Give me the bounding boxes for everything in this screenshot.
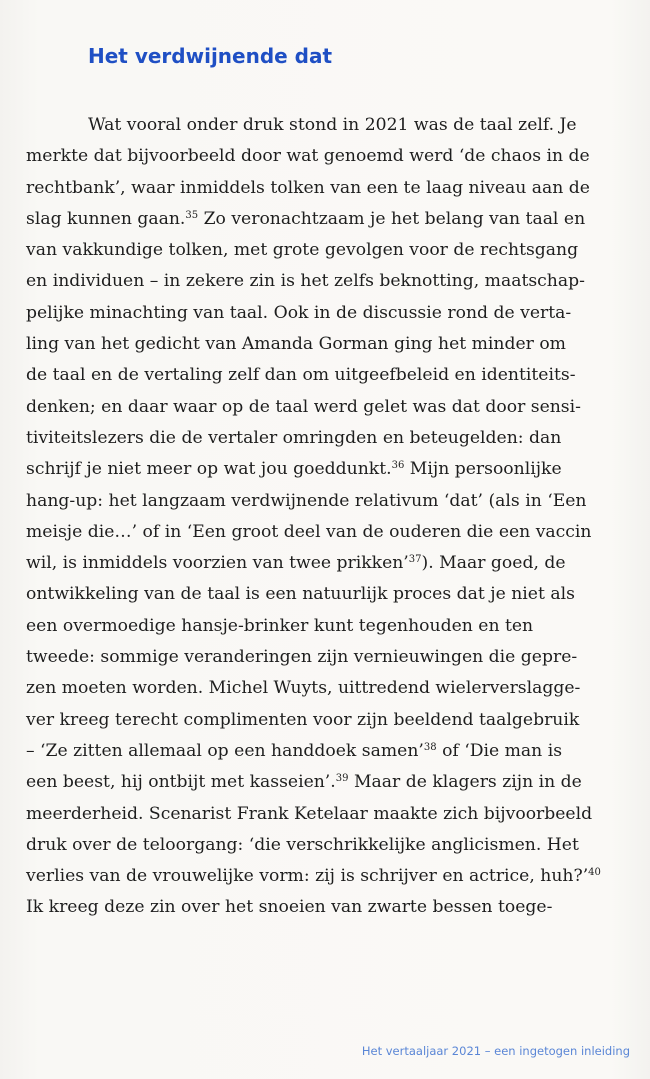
text-segment: druk over de teloorgang: ‘die verschrikkelijke anglicismen. Het	[26, 834, 579, 855]
footnote-marker: 35	[185, 209, 199, 221]
text-line	[26, 517, 630, 548]
footnote-marker: 36	[391, 460, 405, 472]
text-segment: pelijke minachting van taal. Ook in de discussie rond de verta-	[26, 302, 572, 323]
text-line	[26, 736, 630, 767]
text-line	[26, 892, 630, 923]
text-line	[26, 486, 630, 517]
text-segment: Ik kreeg deze zin over het snoeien van zwarte bessen toege-	[26, 897, 553, 918]
text-segment: slag kunnen gaan.	[26, 208, 186, 229]
text-line	[26, 423, 630, 454]
text-segment: en individuen – in zekere zin is het zelfs beknotting, maatschap-	[26, 271, 585, 292]
text-segment: meerderheid. Scenarist Frank Ketelaar maakte zich bijvoorbeeld	[26, 803, 593, 824]
text-segment: Zo veronachtzaam je het belang van taal en	[198, 208, 586, 229]
text-segment: Maar de klagers zijn in de	[348, 772, 582, 793]
text-segment: denken; en daar waar op de taal werd gelet was dat door sensi-	[26, 396, 581, 417]
text-segment: een beest, hij ontbijt met kasseien’.	[26, 772, 336, 793]
text-segment: tweede: sommige veranderingen zijn vernieuwingen die gepre-	[26, 647, 578, 668]
text-line	[26, 611, 630, 642]
text-line	[26, 861, 630, 892]
text-line	[26, 767, 630, 798]
text-segment: rechtbank’, waar inmiddels tolken van een te laag niveau aan de	[26, 177, 590, 198]
text-line	[26, 173, 630, 204]
text-segment: merkte dat bijvoorbeeld door wat genoemd werd ‘de chaos in de	[26, 146, 590, 167]
text-line	[26, 392, 630, 423]
text-segment: zen moeten worden. Michel Wuyts, uittredend wielerverslagge-	[26, 678, 581, 699]
text-segment: ling van het gedicht van Amanda Gorman ging het minder om	[26, 334, 566, 355]
text-segment: ver kreeg terecht complimenten voor zijn beeldend taalgebruik	[26, 709, 580, 730]
footnote-marker: 38	[423, 741, 437, 753]
text-line	[26, 235, 630, 266]
text-segment: van vakkundige tolken, met grote gevolgen voor de rechtsgang	[26, 240, 579, 261]
text-segment: een overmoedige hansje-brinker kunt tegenhouden en ten	[26, 615, 534, 636]
text-segment: de taal en de vertaling zelf dan om uitgeefbeleid en identiteits-	[26, 365, 576, 386]
text-line	[26, 360, 630, 391]
text-line	[26, 329, 630, 360]
footnote-marker: 39	[335, 773, 349, 785]
text-segment: schrijf je niet meer op wat jou goeddunkt.	[26, 459, 392, 480]
text-segment: ). Maar goed, de	[421, 553, 566, 574]
text-line	[26, 454, 630, 485]
text-segment: ontwikkeling van de taal is een natuurlijk proces dat je niet als	[26, 584, 575, 605]
text-segment: – ‘Ze zitten allemaal op een handdoek samen’	[26, 740, 424, 761]
footnote-marker: 40	[588, 867, 601, 879]
text-segment: meisje die…’ of in ‘Een groot deel van de ouderen die een vaccin	[26, 521, 592, 542]
text-line	[26, 141, 630, 172]
text-segment: Wat vooral onder druk stond in 2021 was de taal zelf. Je	[88, 115, 577, 135]
text-line	[26, 204, 630, 235]
body-paragraph	[26, 110, 630, 924]
text-line	[26, 579, 630, 610]
text-line	[26, 548, 630, 579]
footnote-marker: 37	[408, 554, 422, 566]
text-line	[26, 830, 630, 861]
text-segment: wil, is inmiddels voorzien van twee prikken’	[26, 553, 409, 574]
section-heading: Het verdwijnende dat	[88, 44, 333, 68]
text-segment: of ‘Die man is	[436, 740, 563, 761]
text-segment: verlies van de vrouwelijke vorm: zij is schrijver en actrice, huh?’	[26, 866, 589, 887]
text-line	[26, 298, 630, 329]
text-line	[26, 642, 630, 673]
text-line	[26, 705, 630, 736]
text-line	[26, 799, 630, 830]
text-segment: hang-up: het langzaam verdwijnende relativum ‘dat’ (als in ‘Een	[26, 490, 587, 511]
running-footer: Het vertaaljaar 2021 – een ingetogen inleiding	[361, 1044, 630, 1058]
text-segment: Mijn persoonlijke	[404, 459, 562, 480]
text-segment: tiviteitslezers die de vertaler omringden en beteugelden: dan	[26, 427, 562, 448]
text-line	[26, 673, 630, 704]
text-line	[26, 110, 630, 141]
text-line	[26, 266, 630, 297]
